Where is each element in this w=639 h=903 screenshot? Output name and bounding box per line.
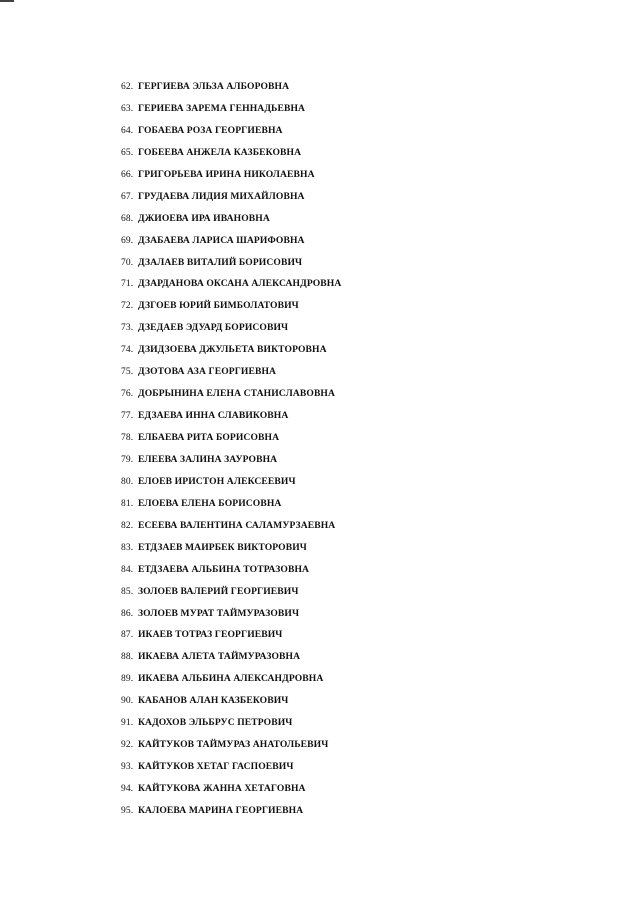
list-item bbox=[121, 405, 341, 427]
list-item bbox=[121, 471, 341, 493]
person-name: ИКАЕВ ТОТРАЗ ГЕОРГИЕВИЧ bbox=[138, 629, 283, 641]
item-number: 65. bbox=[121, 147, 134, 158]
list-item bbox=[121, 449, 341, 471]
person-name: ЕЛЕЕВА ЗАЛИНА ЗАУРОВНА bbox=[138, 453, 278, 465]
item-number: 70. bbox=[121, 257, 134, 268]
list-item bbox=[121, 800, 341, 822]
item-number: 89. bbox=[121, 674, 134, 685]
person-name: ГРИГОРЬЕВА ИРИНА НИКОЛАЕВНА bbox=[138, 168, 315, 180]
list-item bbox=[121, 690, 341, 712]
person-name: ДЗОТОВА АЗА ГЕОРГИЕВНА bbox=[138, 366, 277, 378]
item-number: 88. bbox=[121, 652, 134, 663]
list-item bbox=[121, 646, 341, 668]
list-item bbox=[121, 208, 341, 230]
person-name: КАДОХОВ ЭЛЬБРУС ПЕТРОВИЧ bbox=[138, 717, 293, 729]
item-number: 80. bbox=[121, 476, 134, 487]
person-name: ЕЛОЕВА ЕЛЕНА БОРИСОВНА bbox=[138, 497, 282, 509]
person-name: ЕТДЗАЕВА АЛЬБИНА ТОТРАЗОВНА bbox=[138, 563, 310, 575]
item-number: 72. bbox=[121, 301, 134, 312]
list-item bbox=[121, 668, 341, 690]
item-number: 63. bbox=[121, 103, 134, 114]
item-number: 79. bbox=[121, 454, 134, 465]
item-number: 94. bbox=[121, 784, 134, 794]
item-number: 92. bbox=[121, 740, 134, 751]
person-name: ДЗЕДАЕВ ЭДУАРД БОРИСОВИЧ bbox=[138, 322, 289, 334]
list-item bbox=[121, 624, 341, 646]
person-name: ДЗГОЕВ ЮРИЙ БИМБОЛАТОВИЧ bbox=[138, 300, 299, 312]
item-number: 87. bbox=[121, 630, 134, 641]
list-item bbox=[121, 98, 341, 120]
item-number: 62. bbox=[121, 82, 134, 92]
item-number: 71. bbox=[121, 279, 134, 290]
list-item bbox=[121, 295, 341, 317]
item-number: 90. bbox=[121, 696, 134, 707]
item-number: 74. bbox=[121, 345, 134, 356]
person-name: ГОБАЕВА РОЗА ГЕОРГИЕВНА bbox=[138, 124, 283, 136]
list-item bbox=[121, 273, 341, 295]
person-name: КАЙТУКОВА ЖАННА ХЕТАГОВНА bbox=[138, 783, 306, 794]
person-name: ИКАЕВА АЛЬБИНА АЛЕКСАНДРОВНА bbox=[138, 673, 324, 685]
name-list bbox=[121, 76, 341, 822]
person-name: КАБАНОВ АЛАН КАЗБЕКОВИЧ bbox=[138, 695, 289, 707]
person-name: ЕТДЗАЕВ МАИРБЕК ВИКТОРОВИЧ bbox=[138, 541, 307, 553]
person-name: ДЗИДЗОЕВА ДЖУЛЬЕТА ВИКТОРОВНА bbox=[138, 344, 327, 356]
item-number: 84. bbox=[121, 564, 134, 575]
person-name: ГЕРИЕВА ЗАРЕМА ГЕННАДЬЕВНА bbox=[138, 102, 306, 114]
person-name: ДЗАЛАЕВ ВИТАЛИЙ БОРИСОВИЧ bbox=[138, 256, 303, 268]
list-item bbox=[121, 778, 341, 800]
list-item bbox=[121, 361, 341, 383]
list-item bbox=[121, 515, 341, 537]
list-item bbox=[121, 317, 341, 339]
person-name: ГЕРГИЕВА ЭЛЬЗА АЛБОРОВНА bbox=[138, 81, 290, 92]
scan-corner-mark bbox=[0, 0, 14, 2]
item-number: 75. bbox=[121, 367, 134, 378]
item-number: 76. bbox=[121, 389, 134, 400]
list-item bbox=[121, 756, 341, 778]
list-item bbox=[121, 734, 341, 756]
person-name: ИКАЕВА АЛЕТА ТАЙМУРАЗОВНА bbox=[138, 651, 301, 663]
item-number: 82. bbox=[121, 520, 134, 531]
person-name: ДЗАБАЕВА ЛАРИСА ШАРИФОВНА bbox=[138, 234, 305, 246]
list-item bbox=[121, 164, 341, 186]
item-number: 77. bbox=[121, 411, 134, 422]
person-name: КАЛОЕВА МАРИНА ГЕОРГИЕВНА bbox=[138, 804, 304, 816]
item-number: 69. bbox=[121, 235, 134, 246]
person-name: ЕДЗАЕВА ИННА СЛАВИКОВНА bbox=[138, 410, 289, 422]
list-item bbox=[121, 339, 341, 361]
person-name: ЗОЛОЕВ МУРАТ ТАЙМУРАЗОВИЧ bbox=[138, 607, 300, 619]
person-name: ГОБЕЕВА АНЖЕЛА КАЗБЕКОВНА bbox=[138, 146, 302, 158]
list-item bbox=[121, 120, 341, 142]
item-number: 83. bbox=[121, 542, 134, 553]
person-name: ДЖИОЕВА ИРА ИВАНОВНА bbox=[138, 212, 270, 224]
person-name: ДЗАРДАНОВА ОКСАНА АЛЕКСАНДРОВНА bbox=[138, 278, 342, 290]
person-name: КАЙТУКОВ ХЕТАГ ГАСПОЕВИЧ bbox=[138, 761, 294, 773]
item-number: 81. bbox=[121, 498, 134, 509]
item-number: 67. bbox=[121, 191, 134, 202]
item-number: 66. bbox=[121, 169, 134, 180]
item-number: 85. bbox=[121, 586, 134, 597]
list-item bbox=[121, 581, 341, 603]
item-number: 93. bbox=[121, 762, 134, 773]
item-number: 95. bbox=[121, 805, 134, 816]
item-number: 64. bbox=[121, 125, 134, 136]
list-item bbox=[121, 142, 341, 164]
list-item bbox=[121, 603, 341, 625]
person-name: ЕСЕЕВА ВАЛЕНТИНА САЛАМУРЗАЕВНА bbox=[138, 519, 336, 531]
list-item bbox=[121, 712, 341, 734]
person-name: ДОБРЫНИНА ЕЛЕНА СТАНИСЛАВОВНА bbox=[138, 388, 336, 400]
list-item bbox=[121, 230, 341, 252]
item-number: 73. bbox=[121, 323, 134, 334]
item-number: 86. bbox=[121, 608, 134, 619]
person-name: ЗОЛОЕВ ВАЛЕРИЙ ГЕОРГИЕВИЧ bbox=[138, 585, 299, 597]
person-name: ЕЛОЕВ ИРИСТОН АЛЕКСЕЕВИЧ bbox=[138, 475, 296, 487]
list-item bbox=[121, 383, 341, 405]
person-name: ЕЛБАЕВА РИТА БОРИСОВНА bbox=[138, 432, 280, 443]
list-item bbox=[121, 252, 341, 274]
item-number: 68. bbox=[121, 213, 134, 224]
item-number: 91. bbox=[121, 718, 134, 729]
list-item bbox=[121, 559, 341, 581]
list-item bbox=[121, 493, 341, 515]
item-number: 78. bbox=[121, 433, 134, 443]
list-item bbox=[121, 427, 341, 449]
list-item bbox=[121, 186, 341, 208]
person-name: ГРУДАЕВА ЛИДИЯ МИХАЙЛОВНА bbox=[138, 190, 305, 202]
list-item bbox=[121, 537, 341, 559]
person-name: КАЙТУКОВ ТАЙМУРАЗ АНАТОЛЬЕВИЧ bbox=[138, 739, 329, 751]
list-item bbox=[121, 76, 341, 98]
